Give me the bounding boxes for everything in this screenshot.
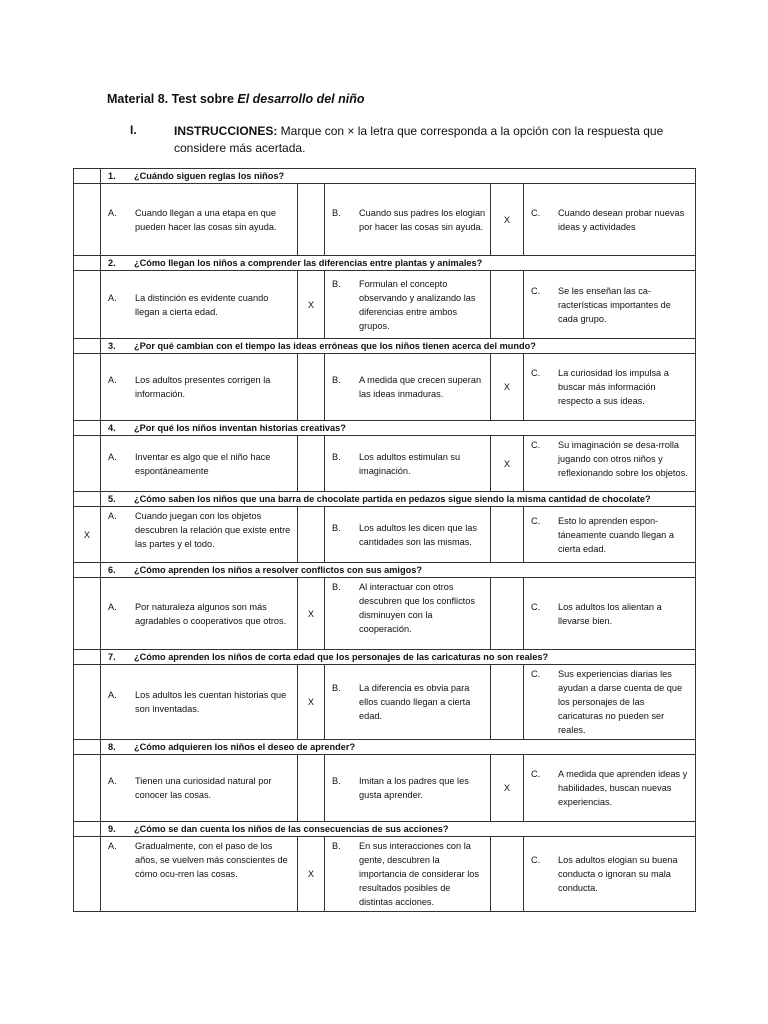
- option-text: Los adultos les dicen que las cantidades son las mismas.: [359, 522, 477, 547]
- mark-cell-left[interactable]: [74, 665, 101, 740]
- section-number: I.: [130, 123, 137, 137]
- mark-cell-a[interactable]: [298, 354, 325, 421]
- question-number: 1.: [108, 171, 116, 181]
- option-b[interactable]: [325, 665, 491, 740]
- question-row: [74, 169, 696, 184]
- option-a[interactable]: [101, 578, 298, 650]
- option-b[interactable]: [325, 436, 491, 492]
- answer-row: [74, 271, 696, 339]
- question-number: 9.: [108, 824, 116, 834]
- question-row: [74, 339, 696, 354]
- question-number: 2.: [108, 258, 116, 268]
- option-b[interactable]: [325, 354, 491, 421]
- question-row: [74, 256, 696, 271]
- option-text: La distinción es evidente cuando llegan a cierta edad.: [135, 292, 269, 317]
- option-c[interactable]: [524, 578, 696, 650]
- option-a[interactable]: [101, 271, 298, 339]
- answer-row: [74, 578, 696, 650]
- answer-row: [74, 436, 696, 492]
- question-margin-cell: [74, 650, 101, 665]
- mark-cell-b[interactable]: X: [491, 755, 524, 822]
- option-a[interactable]: [101, 436, 298, 492]
- option-a[interactable]: [101, 755, 298, 822]
- answer-row: [74, 184, 696, 256]
- title-prefix: Material 8. Test sobre: [107, 92, 238, 106]
- option-letter: C.: [531, 207, 541, 218]
- question-row: [74, 492, 696, 507]
- option-c[interactable]: [524, 354, 696, 421]
- answer-row: [74, 354, 696, 421]
- option-b[interactable]: [325, 184, 491, 256]
- mark-cell-a[interactable]: X: [298, 578, 325, 650]
- question-text: ¿Cómo se dan cuenta los niños de las consecuencias de sus acciones?: [134, 824, 449, 834]
- option-text: Los adultos presentes corrigen la información.: [135, 375, 271, 399]
- question-cell: [101, 822, 696, 837]
- question-number: 4.: [108, 423, 116, 433]
- option-text: Inventar es algo que el niño hace espontáneamente: [135, 451, 271, 476]
- question-number: 3.: [108, 341, 116, 351]
- mark-cell-left[interactable]: [74, 837, 101, 912]
- option-letter: A.: [108, 776, 117, 786]
- option-letter: A.: [108, 207, 117, 218]
- question-text: ¿Cómo aprenden los niños de corta edad que los personajes de las caricaturas no son reales?: [134, 652, 549, 662]
- option-letter: B.: [332, 582, 341, 592]
- option-text: Esto lo aprenden espon-táneamente cuando llegan a cierta edad.: [558, 515, 674, 554]
- question-text: ¿Cómo aprenden los niños a resolver conflictos con sus amigos?: [134, 565, 422, 575]
- question-text: ¿Cómo saben los niños que una barra de chocolate partida en pedazos sigue siendo la misma cantidad de chocolate?: [134, 494, 651, 504]
- option-text: Imitan a los padres que les gusta aprender.: [359, 776, 469, 800]
- option-letter: C.: [531, 669, 541, 679]
- mark-cell-a[interactable]: [298, 184, 325, 256]
- option-text: Los adultos estimulan su imaginación.: [359, 451, 461, 476]
- mark-cell-b[interactable]: [491, 665, 524, 740]
- question-margin-cell: [74, 492, 101, 507]
- question-row: [74, 740, 696, 755]
- mark-cell-a[interactable]: [298, 755, 325, 822]
- page-title: [107, 92, 364, 106]
- question-cell: [101, 339, 696, 354]
- question-margin-cell: [74, 740, 101, 755]
- mark-cell-b[interactable]: X: [491, 184, 524, 256]
- option-a[interactable]: [101, 354, 298, 421]
- option-letter: C.: [531, 769, 541, 779]
- question-text: ¿Cómo adquieren los niños el deseo de aprender?: [134, 742, 356, 752]
- option-text: Cuando llegan a una etapa en que pueden hacer las cosas sin ayuda.: [135, 207, 277, 232]
- option-letter: C.: [531, 601, 541, 612]
- mark-cell-left[interactable]: [74, 354, 101, 421]
- option-text: A medida que aprenden ideas y habilidades, buscan nuevas experiencias.: [558, 769, 688, 807]
- option-letter: B.: [332, 776, 341, 786]
- option-c[interactable]: [524, 665, 696, 740]
- option-letter: B.: [332, 683, 341, 693]
- question-margin-cell: [74, 256, 101, 271]
- option-letter: B.: [332, 451, 341, 462]
- question-margin-cell: [74, 563, 101, 578]
- question-cell: [101, 421, 696, 436]
- option-c[interactable]: [524, 755, 696, 822]
- mark-cell-left[interactable]: [74, 436, 101, 492]
- option-letter: A.: [108, 451, 117, 462]
- option-letter: A.: [108, 375, 117, 385]
- option-text: Gradualmente, con el paso de los años, se vuelven más conscientes de cómo ocu-rren las cosas.: [135, 841, 288, 879]
- option-a[interactable]: [101, 507, 298, 563]
- answer-row: [74, 665, 696, 740]
- option-text: Cuando desean probar nuevas ideas y actividades: [558, 207, 685, 232]
- question-number: 7.: [108, 652, 116, 662]
- question-row: [74, 650, 696, 665]
- option-a[interactable]: [101, 837, 298, 912]
- question-cell: [101, 650, 696, 665]
- answer-row: [74, 507, 696, 563]
- option-text: La curiosidad los impulsa a buscar más información respecto a sus ideas.: [558, 368, 669, 406]
- question-number: 8.: [108, 742, 116, 752]
- option-letter: A.: [108, 511, 117, 521]
- option-letter: A.: [108, 690, 117, 700]
- option-c[interactable]: [524, 184, 696, 256]
- option-text: A medida que crecen superan las ideas inmaduras.: [359, 375, 482, 399]
- option-text: Sus experiencias diarias les ayudan a darse cuenta de que los personajes de las caricaturas no pueden ser reales.: [558, 669, 683, 735]
- mark-cell-a[interactable]: X: [298, 271, 325, 339]
- option-c[interactable]: [524, 436, 696, 492]
- mark-cell-b[interactable]: [491, 578, 524, 650]
- mark-cell-left[interactable]: [74, 755, 101, 822]
- option-text: Tienen una curiosidad natural por conocer las cosas.: [135, 776, 272, 800]
- option-text: Se les enseñan las ca-racterísticas importantes de cada grupo.: [558, 285, 671, 324]
- mark-cell-b[interactable]: [491, 837, 524, 912]
- question-cell: [101, 169, 696, 184]
- option-text: Cuando sus padres los elogian por hacer las cosas sin ayuda.: [359, 207, 486, 232]
- option-text: Su imaginación se desa-rrolla jugando con otros niños y reflexionando sobre los objetos.: [558, 440, 688, 478]
- option-c[interactable]: [524, 837, 696, 912]
- option-text: Los adultos les cuentan historias que son inventadas.: [135, 690, 287, 714]
- option-b[interactable]: [325, 755, 491, 822]
- mark-cell-left[interactable]: [74, 184, 101, 256]
- option-letter: A.: [108, 292, 117, 303]
- question-number: 6.: [108, 565, 116, 575]
- mark-cell-left[interactable]: [74, 578, 101, 650]
- question-margin-cell: [74, 169, 101, 184]
- option-letter: B.: [332, 375, 341, 385]
- option-letter: B.: [332, 278, 341, 289]
- instructions-label: INSTRUCCIONES:: [174, 124, 278, 138]
- option-text: En sus interacciones con la gente, descubren la importancia de considerar los resultados posibles de distintas acciones.: [359, 841, 480, 907]
- mark-cell-a[interactable]: X: [298, 665, 325, 740]
- option-letter: B.: [332, 841, 341, 851]
- question-cell: [101, 492, 696, 507]
- option-text: La diferencia es obvia para ellos cuando llegan a cierta edad.: [359, 683, 471, 721]
- mark-cell-b[interactable]: X: [491, 354, 524, 421]
- option-b[interactable]: [325, 837, 491, 912]
- option-c[interactable]: [524, 271, 696, 339]
- quiz-table: [73, 168, 696, 912]
- question-margin-cell: [74, 421, 101, 436]
- question-margin-cell: [74, 339, 101, 354]
- instructions-text: Marque con × la letra que corresponda a la opción con la respuesta que considere más acertada.: [174, 124, 664, 155]
- option-text: Los adultos los alientan a llevarse bien.: [558, 601, 662, 626]
- option-text: Por naturaleza algunos son más agradables o cooperativos que otros.: [135, 601, 287, 626]
- instructions: [174, 123, 674, 157]
- question-text: ¿Cómo llegan los niños a comprender las diferencias entre plantas y animales?: [134, 258, 483, 268]
- option-c[interactable]: [524, 507, 696, 563]
- option-letter: B.: [332, 522, 341, 533]
- option-a[interactable]: [101, 665, 298, 740]
- mark-cell-left[interactable]: [74, 271, 101, 339]
- option-letter: C.: [531, 440, 541, 450]
- option-a[interactable]: [101, 184, 298, 256]
- question-cell: [101, 740, 696, 755]
- option-letter: C.: [531, 368, 541, 378]
- question-row: [74, 421, 696, 436]
- option-letter: C.: [531, 515, 541, 526]
- question-margin-cell: [74, 822, 101, 837]
- option-letter: B.: [332, 207, 341, 218]
- question-row: [74, 822, 696, 837]
- option-b[interactable]: [325, 507, 491, 563]
- title-italic: El desarrollo del niño: [237, 92, 365, 106]
- question-text: ¿Por qué los niños inventan historias creativas?: [134, 423, 346, 433]
- answer-row: [74, 755, 696, 822]
- question-row: [74, 563, 696, 578]
- option-text: Los adultos elogian su buena conducta o ignoran su mala conducta.: [558, 855, 678, 893]
- question-text: ¿Por qué cambian con el tiempo las ideas erróneas que los niños tienen acerca del mundo?: [134, 341, 536, 351]
- mark-cell-b[interactable]: [491, 507, 524, 563]
- question-number: 5.: [108, 494, 116, 504]
- answer-row: [74, 837, 696, 912]
- question-cell: [101, 563, 696, 578]
- option-letter: C.: [531, 285, 541, 296]
- option-b[interactable]: [325, 271, 491, 339]
- option-letter: A.: [108, 601, 117, 612]
- mark-cell-b[interactable]: X: [491, 436, 524, 492]
- question-cell: [101, 256, 696, 271]
- mark-cell-a[interactable]: [298, 507, 325, 563]
- mark-cell-a[interactable]: [298, 436, 325, 492]
- mark-cell-left[interactable]: X: [74, 507, 101, 563]
- mark-cell-a[interactable]: X: [298, 837, 325, 912]
- option-letter: C.: [531, 855, 541, 865]
- option-text: Al interactuar con otros descubren que los conflictos disminuyen con la cooperación.: [359, 582, 475, 634]
- option-text: Cuando juegan con los objetos descubren la relación que existe entre las partes y el todo.: [135, 511, 291, 549]
- option-letter: A.: [108, 841, 117, 851]
- option-b[interactable]: [325, 578, 491, 650]
- question-text: ¿Cuándo siguen reglas los niños?: [134, 171, 285, 181]
- option-text: Formulan el concepto observando y analizando las diferencias entre ambos grupos.: [359, 278, 476, 331]
- mark-cell-b[interactable]: [491, 271, 524, 339]
